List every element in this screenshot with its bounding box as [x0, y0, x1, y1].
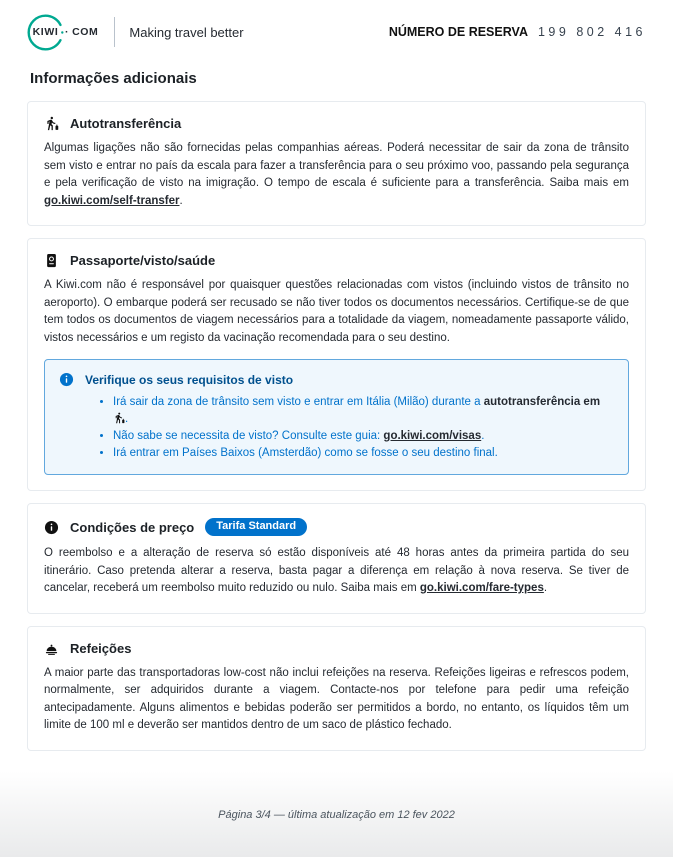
passport-title-row	[44, 253, 629, 268]
logo-com-text	[65, 26, 98, 38]
visa-box-title: Verifique os seus requisitos de visto	[85, 372, 294, 387]
visa-bullet-final-destination: Irá entrar em Países Baixos (Amsterdão) como se fosse o seu destino final.	[113, 447, 498, 459]
meals-icon	[44, 641, 59, 656]
page-title: Informações adicionais	[30, 70, 197, 87]
info-icon-blue	[59, 372, 74, 387]
self-transfer-title: Autotransferência	[70, 116, 182, 131]
logo-dot: ·	[65, 26, 70, 38]
price-body	[44, 545, 629, 598]
visa-bullet1-period: .	[125, 413, 129, 425]
price-title-row	[44, 518, 629, 536]
self-transfer-link[interactable]: go.kiwi.com/self-transfer	[44, 194, 180, 207]
info-icon-black	[44, 520, 59, 535]
visa-box-title-row	[59, 372, 614, 387]
visa-bullet2-period: .	[481, 430, 485, 442]
visa-guide-link[interactable]: go.kiwi.com/visas	[383, 430, 482, 442]
visa-bullet-list	[101, 394, 614, 462]
fare-types-link[interactable]: go.kiwi.com/fare-types	[419, 582, 544, 594]
reservation-label: NÚMERO DE RESERVA	[388, 25, 528, 39]
page-footer: Página 3/4 — última atualização em 12 fev 2022	[218, 809, 455, 821]
price-text: O reembolso e a alteração de reserva só estão disponíveis até 48 horas antes da primeira partida do seu itinerário. Caso pretenda alterar a reserva, basta pagar a diferença em relação à nova reserva. Se tiver de cancelar, receberá um reembolso muito reduzido ou nulo. Saiba mais em	[44, 547, 629, 594]
fare-type-badge: Tarifa Standard	[205, 518, 307, 536]
reservation-number: 199 802 416	[537, 25, 646, 39]
section-self-transfer	[27, 101, 646, 226]
self-transfer-text: Algumas ligações não são fornecidas pelas companhias aéreas. Poderá necessitar de sair da zona de trânsito sem visto e entrar no país da escala para fazer a transferência para o seu próximo voo, passando pela segurança e pela verificação de visto na imigração. O tempo de escala é suficiente para a transferência. Saiba mais em	[44, 142, 629, 189]
kiwi-logo-circle	[27, 14, 64, 51]
price-period: .	[543, 582, 548, 594]
self-transfer-walk-icon	[44, 116, 59, 131]
logo-kiwi-text: KIWI	[32, 26, 59, 38]
reservation-info	[389, 25, 646, 39]
price-title: Condições de preço	[70, 519, 195, 535]
logo-suffix: COM	[72, 26, 99, 38]
self-transfer-body	[44, 140, 629, 210]
meals-title-row	[44, 641, 629, 656]
section-meals	[27, 626, 646, 751]
kiwi-logo	[27, 14, 98, 51]
section-price-conditions	[27, 503, 646, 614]
passport-icon	[44, 253, 59, 268]
header-divider	[114, 17, 115, 47]
tagline: Making travel better	[129, 24, 244, 40]
visa-bullet-self-transfer	[113, 394, 614, 428]
header	[27, 10, 646, 54]
section-passport	[27, 238, 646, 491]
visa-bullet1-text: Irá sair da zona de trânsito sem visto e entrar em Itália (Milão) durante a	[113, 396, 484, 408]
meals-body: A maior parte das transportadoras low-cost não inclui refeições na reserva. Refeições ligeiras e refrescos podem, normalmente, ser adquiridos durante a viagem. Contacte-nos por telefone para pedir uma refeição antecipadamente. Alguns alimentos e bebidas poderão ser permitidos a bordo, no entanto, os líquidos têm um limite de 100 ml e deverão ser mantidos dentro de um saco de plástico fechado.	[44, 666, 629, 731]
visa-requirements-box	[44, 359, 629, 475]
passport-body: A Kiwi.com não é responsável por quaisquer questões relacionadas com vistos (incluindo vistos de trânsito no aeroporto). O embarque poderá ser recusado se não tiver todos os documentos necessários. Certifique-se de que tem todos os documentos de viagem necessários para a totalidade da viagem, nomeadamente passaporte válido, vistos necessários e um registo da vacinação recomendada para o seu destino.	[44, 279, 629, 344]
self-transfer-title-row	[44, 116, 629, 131]
visa-bullet-visa-guide	[113, 428, 614, 445]
visa-bullet1-bold: autotransferência em	[483, 396, 601, 408]
passport-title: Passaporte/visto/saúde	[70, 253, 216, 268]
meals-title: Refeições	[70, 640, 132, 656]
inline-walk-icon	[113, 412, 125, 424]
visa-bullet2-text: Não sabe se necessita de visto? Consulte este guia:	[113, 430, 384, 442]
self-transfer-period: .	[179, 194, 183, 207]
